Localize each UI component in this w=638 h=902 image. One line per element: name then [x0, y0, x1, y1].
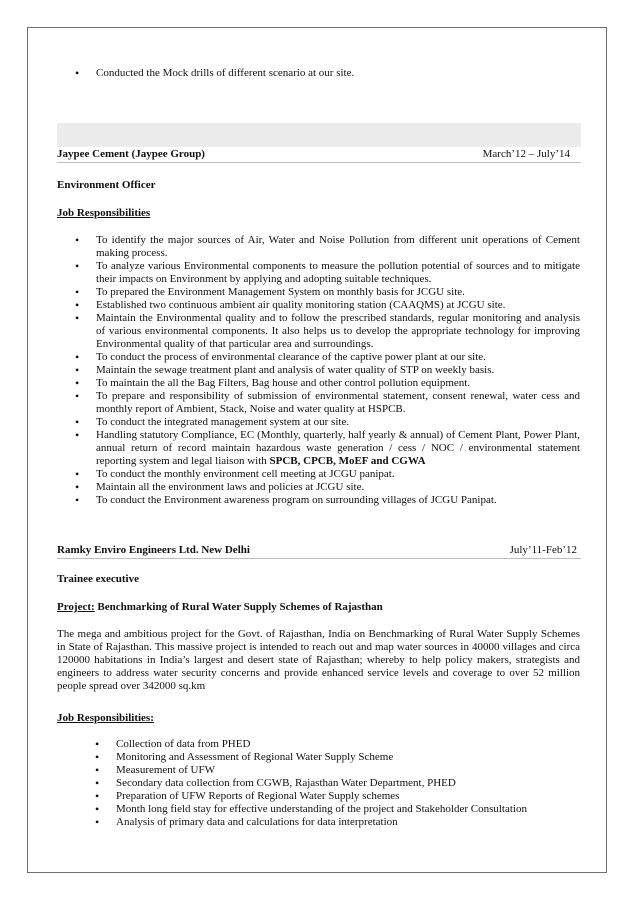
job2-company-line [57, 543, 250, 557]
list-item: • To conduct the monthly environment cell meeting at JCGU panipat. [62, 468, 580, 481]
list-item: • Monitoring and Assessment of Regional Water Supply Scheme [90, 751, 570, 764]
list-item: • Month long field stay for effective understanding of the project and Stakeholder Consultation [90, 803, 570, 816]
list-item: • Collection of data from PHED [90, 738, 570, 751]
list-item: • To identify the major sources of Air, Water and Noise Pollution from different unit operations of Cement making process. [62, 234, 580, 260]
job2-resp-list [90, 738, 570, 829]
top-bullet-list [70, 67, 590, 80]
list-item: • To conduct the process of environmental clearance of the captive power plant at our site. [62, 351, 580, 364]
job1-dates: March’12 – July’14 [482, 148, 570, 160]
job1-company: Jaypee Cement (Jaypee Group) [57, 148, 205, 160]
project-title: Benchmarking of Rural Water Supply Schemes of Rajasthan [94, 601, 383, 613]
project-label: Project: [57, 601, 95, 613]
project-description: The mega and ambitious project for the Govt. of Rajasthan, India on Benchmarking of Rural Water Supply Schemes in State of Rajasthan. This massive project is intended to reach out and map water sources in 40000 villages and circa 120000 habitations in India’s largest and desert state of Rajasthan; whereby to help policy makers, strategists and engineers to address water security concerns and provide enhanced service levels and coverage to over 52 million people spread over 342000 sq.km [57, 628, 580, 692]
job2-company: Ramky Enviro Engineers Ltd [57, 544, 196, 556]
list-item: • Analysis of primary data and calculations for data interpretation [90, 816, 570, 829]
list-item: • Conducted the Mock drills of different scenario at our site. [70, 67, 590, 80]
job2-dates: July’11-Feb’12 [509, 544, 577, 556]
job1-resp-heading: Job Responsibilities [57, 207, 151, 219]
list-item: • To conduct the integrated management system at our site. [62, 416, 580, 429]
list-item: • Measurement of UFW [90, 764, 570, 777]
list-item: • Maintain the Environmental quality and to follow the prescribed standards, regular monitoring and analysis of various environmental components. It also helps us to develop the appropriate technology for improving Environmental quality of that particular area and surroundings. [62, 312, 580, 351]
job2-header-rule [57, 558, 581, 559]
list-item: • To analyze various Environmental components to measure the pollution potential of sources and to mitigate their impacts on Environment by applying and adopting suitable techniques. [62, 260, 580, 286]
list-item: • Established two continuous ambient air quality monitoring station (CAAQMS) at JCGU site. [62, 299, 580, 312]
list-item: • Secondary data collection from CGWB, Rajasthan Water Department, PHED [90, 777, 570, 790]
job2-location: . New Delhi [195, 544, 250, 556]
job1-header-rule [57, 162, 581, 163]
list-item: • Maintain all the environment laws and policies at JCGU site. [62, 481, 580, 494]
job2-resp-heading: Job Responsibilities: [57, 712, 154, 724]
list-item: • Handling statutory Compliance, EC (Monthly, quarterly, half yearly & annual) of Cement Plant, Power Plant, annual return of record maintain hazardous waste generation / cess / NOC / environmental statement reporting system and legal liaison with SPCB, CPCB, MoEF and CGWA [62, 429, 580, 468]
list-item: • To prepared the Environment Management System on monthly basis for JCGU site. [62, 286, 580, 299]
list-item: • Maintain the sewage treatment plant and analysis of water quality of STP on weekly basis. [62, 364, 580, 377]
job1-header [57, 147, 570, 161]
section-band [57, 123, 581, 147]
list-item: • To maintain the all the Bag Filters, Bag house and other control pollution equipment. [62, 377, 580, 390]
job2-header [57, 543, 577, 557]
list-item: • To conduct the Environment awareness program on surrounding villages of JCGU Panipat. [62, 494, 580, 507]
project-heading [57, 601, 383, 614]
job1-title: Environment Officer [57, 179, 156, 191]
job1-resp-list [62, 234, 580, 507]
list-item: • Preparation of UFW Reports of Regional Water Supply schemes [90, 790, 570, 803]
job2-title: Trainee executive [57, 573, 139, 585]
list-item: • To prepare and responsibility of submission of environmental statement, consent renewal, water cess and monthly report of Ambient, Stack, Noise and water quality at HSPCB. [62, 390, 580, 416]
